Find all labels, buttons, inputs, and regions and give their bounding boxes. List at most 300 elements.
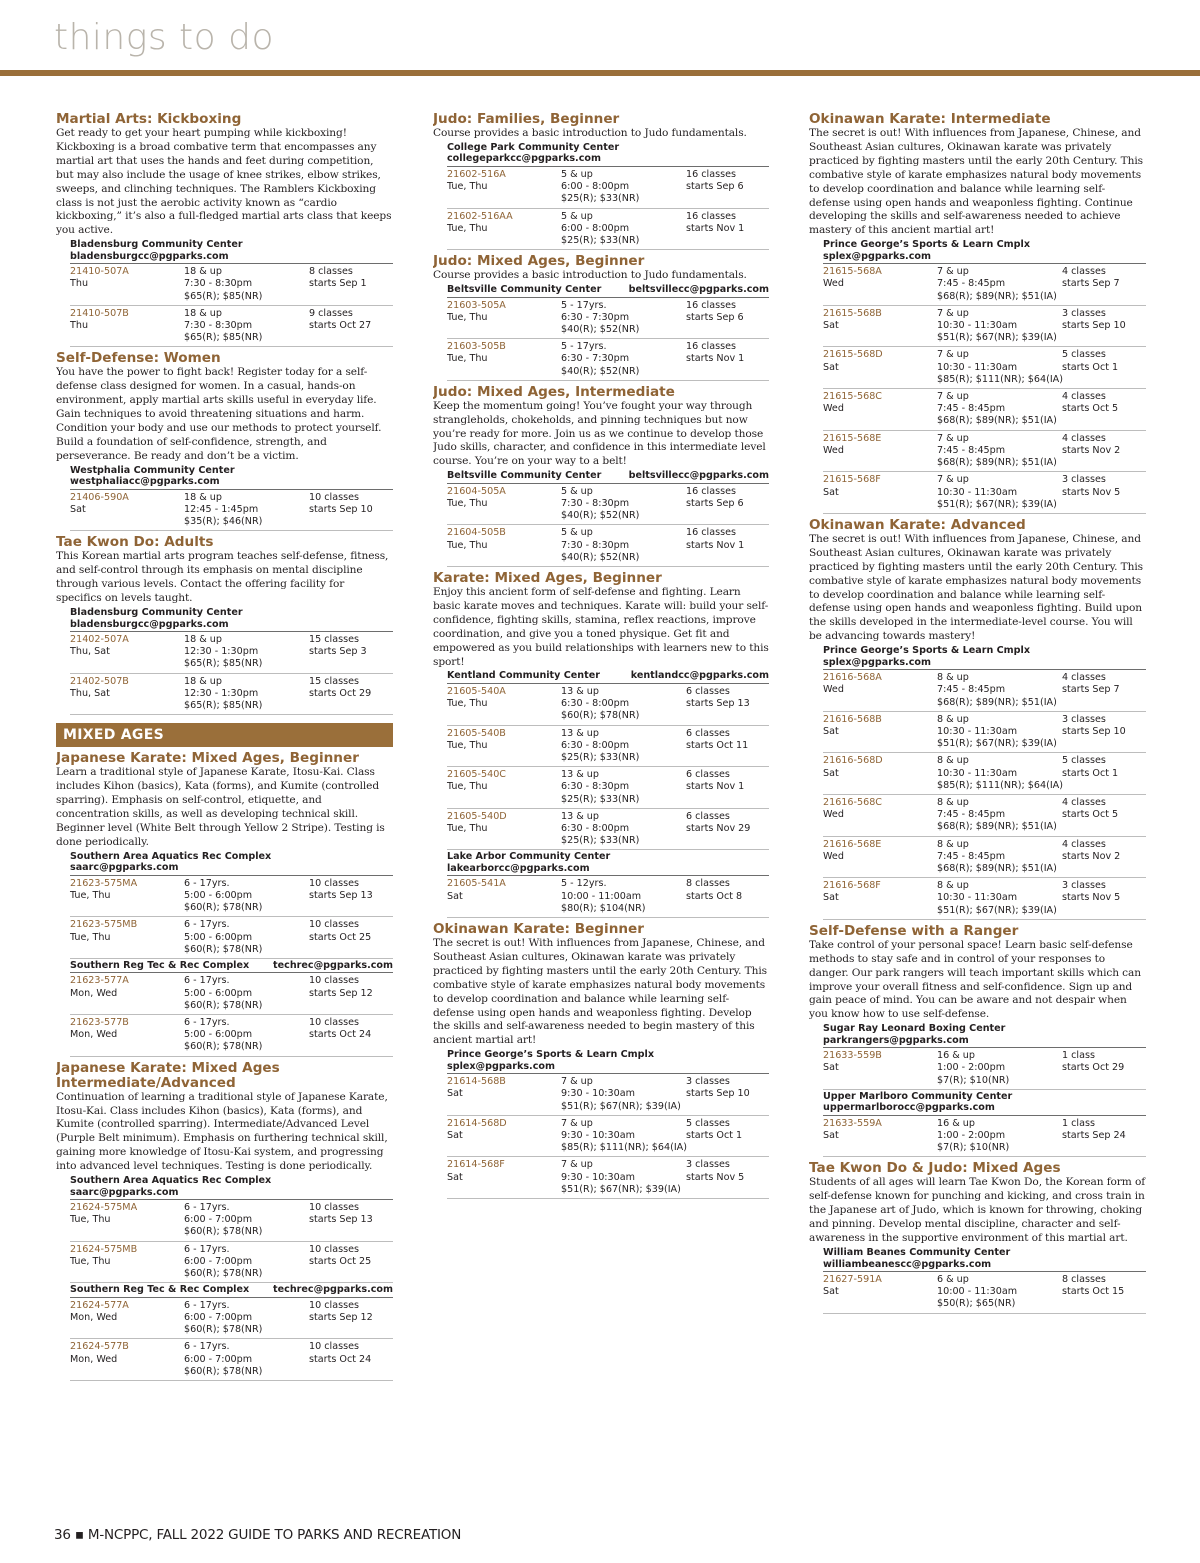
offering-time: 5:00 - 6:00pm (184, 889, 253, 901)
facility-email-link[interactable]: westphaliacc@pgparks.com (70, 476, 220, 488)
offering-count: 4 classes (1062, 838, 1106, 850)
offering-days: Wed (823, 278, 844, 290)
offering-time: 6:00 - 7:00pm (184, 1353, 253, 1365)
program-listing (56, 751, 393, 1056)
activity-code[interactable]: 21602-516AA (447, 210, 513, 222)
offering-time: 5:00 - 6:00pm (184, 931, 253, 943)
offering-time: 12:45 - 1:45pm (184, 504, 259, 516)
offering-start: starts Oct 24 (309, 1353, 372, 1365)
offering-age: 7 & up (937, 391, 969, 403)
offering-age: 6 - 17yrs. (184, 877, 230, 889)
offering-age: 8 & up (937, 672, 969, 684)
activity-code[interactable]: 21616-568B (823, 713, 882, 725)
offering-days: Sat (447, 1130, 463, 1142)
facility-name: Southern Area Aquatics Rec Complex (70, 850, 272, 862)
program-title: Japanese Karate: Mixed Ages Intermediate/Advanced (56, 1059, 280, 1091)
offering-time: 6:00 - 8:00pm (561, 222, 630, 234)
activity-code[interactable]: 21604-505B (447, 527, 506, 539)
offering-age: 6 - 17yrs. (184, 1017, 230, 1029)
activity-code[interactable]: 21604-505A (447, 485, 506, 497)
activity-code[interactable]: 21633-559A (823, 1117, 882, 1129)
class-offering-row (823, 347, 1146, 389)
offering-days: Wed (823, 403, 844, 415)
class-offering-row (447, 1116, 769, 1158)
class-offering-row (823, 431, 1146, 473)
offering-age: 7 & up (937, 266, 969, 278)
offering-fee: $68(R); $89(NR); $51(IA) (937, 821, 1057, 833)
offering-days: Tue, Thu (447, 739, 488, 751)
offering-count: 10 classes (309, 491, 359, 503)
offering-start: starts Nov 1 (686, 539, 745, 551)
program-title: Judo: Families, Beginner (433, 111, 620, 127)
class-offering-row (447, 298, 769, 340)
offering-count: 5 classes (1062, 755, 1106, 767)
offering-time: 6:00 - 7:00pm (184, 1255, 253, 1267)
facility-email-link[interactable]: saarc@pgparks.com (70, 1186, 179, 1198)
class-offering-row (823, 878, 1146, 920)
offering-time: 7:45 - 8:45pm (937, 403, 1006, 415)
offering-fee: $40(R); $52(NR) (561, 323, 640, 335)
offering-fee: $68(R); $89(NR); $51(IA) (937, 696, 1057, 708)
offering-start: starts Oct 5 (1062, 809, 1119, 821)
facility-email-link[interactable]: splex@pgparks.com (447, 1060, 555, 1072)
offering-time: 6:00 - 7:00pm (184, 1312, 253, 1323)
offering-age: 8 & up (937, 713, 969, 725)
offering-start: starts Sep 10 (1062, 320, 1126, 332)
offering-age: 18 & up (184, 307, 222, 319)
offering-days: Tue, Thu (70, 889, 111, 901)
facility-header (823, 239, 1146, 264)
offering-days: Tue, Thu (447, 539, 488, 551)
offering-time: 10:30 - 11:30am (937, 767, 1018, 779)
program-description: Course provides a basic introduction to Judo fundamentals. (433, 269, 747, 282)
program-listing (433, 922, 769, 1199)
offering-days: Sat (823, 320, 839, 332)
offering-age: 6 - 17yrs. (184, 975, 230, 987)
facility-name: Sugar Ray Leonard Boxing Center (823, 1023, 1006, 1035)
facility-name: Southern Area Aquatics Rec Complex (70, 1175, 272, 1187)
offering-age: 5 - 17yrs. (561, 299, 607, 311)
facility-email-link[interactable]: williambeanescc@pgparks.com (823, 1258, 992, 1270)
offering-fee: $40(R); $52(NR) (561, 510, 640, 522)
program-listing (433, 571, 769, 918)
offering-days: Mon, Wed (70, 1029, 118, 1041)
offering-fee: $60(R); $78(NR) (184, 999, 263, 1011)
offering-count: 5 classes (686, 1117, 730, 1129)
offering-fee: $60(R); $78(NR) (184, 943, 263, 955)
facility-name: William Beanes Community Center (823, 1247, 1011, 1258)
offering-days: Tue, Thu (447, 497, 488, 509)
class-offering-row (70, 1339, 393, 1381)
offering-days: Tue, Thu (70, 1255, 111, 1267)
offering-time: 12:30 - 1:30pm (184, 646, 259, 658)
program-description: Get ready to get your heart pumping while kickboxing! Kickboxing is a broad combative term that encompasses any martial art that uses the hands and feet during competition, but may also include the usage of knee strikes, elbow strikes, sweeps, and clinching techniques. The Ramblers Kickboxing class is not just the aerobic activity known as “cardio kickboxing,” it’s also a full-fledged martial arts class that keeps you active. (56, 127, 392, 237)
facility-email-link[interactable]: bladensburgcc@pgparks.com (70, 618, 229, 630)
offering-start: starts Sep 12 (309, 1312, 373, 1323)
offering-days: Sat (823, 767, 839, 779)
program-description: The secret is out! With influences from Japanese, Chinese, and Southeast Asian cultures, Okinawan karate was privately practiced by fighting masters until the early 20th Century. This combative style of karate emphasizes natural body movements to develop coordination and balance while learning self-defense using open hands and weaponless fighting. Continue developing the skills and self-awareness needed to achieve mastery of this ancient martial art! (809, 127, 1143, 237)
activity-code[interactable]: 21602-516A (447, 168, 506, 180)
facility-header (70, 239, 393, 264)
offering-time: 7:30 - 8:30pm (184, 320, 253, 332)
offering-count: 16 classes (686, 168, 736, 180)
class-offering-row (70, 1242, 393, 1284)
activity-code[interactable]: 21623-577A (70, 975, 129, 987)
activity-code[interactable]: 21615-568D (823, 349, 883, 361)
facility-email-link[interactable]: bladensburgcc@pgparks.com (70, 250, 229, 262)
offering-fee: $7(R); $10(NR) (937, 1074, 1010, 1086)
offering-time: 12:30 - 1:30pm (184, 687, 259, 699)
offering-fee: $85(R); $111(NR); $64(IA) (561, 1142, 687, 1154)
class-offering-row (823, 712, 1146, 754)
facility-header (447, 470, 769, 484)
facility-name: Prince George’s Sports & Learn Cmplx (823, 239, 1031, 251)
offering-start: starts Sep 1 (309, 278, 367, 290)
offering-fee: $60(R); $78(NR) (184, 902, 263, 914)
offering-days: Tue, Thu (447, 781, 488, 793)
offering-days: Tue, Thu (447, 698, 488, 710)
activity-code[interactable]: 21616-568D (823, 755, 883, 767)
program-description: Enjoy this ancient form of self-defense and fighting. Learn basic karate moves and techniques. Karate will: build your self-confidence, fighting skills, stamina, reflex reactions, improve coordination, and give you a toned physique. Get fit and empowered as you build relationships with learners new to this sport! (433, 586, 769, 668)
offering-time: 6:30 - 8:30pm (561, 781, 630, 793)
offering-days: Thu (70, 320, 89, 332)
offering-fee: $60(R); $78(NR) (184, 1041, 263, 1053)
offering-count: 5 classes (1062, 349, 1106, 361)
offering-fee: $60(R); $78(NR) (184, 1324, 263, 1336)
offering-start: starts Oct 24 (309, 1029, 372, 1041)
activity-code[interactable]: 21616-568A (823, 672, 882, 684)
program-listing (809, 924, 1146, 1158)
offering-count: 10 classes (309, 919, 359, 931)
offering-fee: $51(R); $67(NR); $39(IA) (937, 904, 1057, 916)
offering-fee: $25(R); $33(NR) (561, 751, 640, 763)
offering-age: 18 & up (184, 266, 222, 278)
class-offering-row (823, 1116, 1146, 1158)
class-offering-row (823, 1048, 1146, 1090)
offering-fee: $40(R); $52(NR) (561, 365, 640, 377)
offering-start: starts Sep 7 (1062, 684, 1120, 696)
offering-count: 1 class (1062, 1050, 1095, 1062)
activity-code[interactable]: 21616-568E (823, 838, 882, 850)
offering-fee: $85(R); $111(NR); $64(IA) (937, 373, 1063, 385)
activity-code[interactable]: 21603-505B (447, 341, 506, 353)
offering-days: Thu, Sat (70, 687, 110, 699)
offering-start: starts Oct 8 (686, 890, 743, 902)
facility-line (447, 670, 769, 682)
activity-code[interactable]: 21603-505A (447, 299, 506, 311)
offering-fee: $51(R); $67(NR); $39(IA) (937, 498, 1057, 510)
offering-count: 9 classes (309, 307, 353, 319)
class-offering-row (447, 167, 769, 209)
activity-code[interactable]: 21624-577B (70, 1341, 129, 1353)
offering-time: 6:00 - 7:00pm (184, 1214, 253, 1226)
offering-age: 16 & up (937, 1050, 975, 1062)
offering-fee: $68(R); $89(NR); $51(IA) (937, 457, 1057, 469)
facility-name: Southern Reg Tec & Rec Complex (70, 1284, 250, 1296)
activity-code[interactable]: 21623-577B (70, 1017, 129, 1029)
offering-days: Wed (823, 684, 844, 696)
offering-time: 7:30 - 8:30pm (561, 539, 630, 551)
offering-fee: $51(R); $67(NR); $39(IA) (937, 738, 1057, 750)
program-listing (809, 112, 1146, 514)
offering-fee: $25(R); $33(NR) (561, 835, 640, 847)
offering-fee: $25(R); $33(NR) (561, 234, 640, 246)
offering-age: 13 & up (561, 727, 599, 739)
facility-name: Upper Marlboro Community Center (823, 1090, 1013, 1102)
program-listing (56, 112, 393, 347)
offering-fee: $85(R); $111(NR); $64(IA) (937, 779, 1063, 791)
activity-code[interactable]: 21615-568B (823, 307, 882, 319)
activity-code[interactable]: 21627-591A (823, 1274, 882, 1285)
column-3 (809, 111, 1146, 1318)
activity-code[interactable]: 21615-568C (823, 391, 882, 403)
offering-fee: $60(R); $78(NR) (184, 1268, 263, 1280)
activity-code[interactable]: 21410-507A (70, 266, 129, 278)
offering-time: 6:30 - 8:00pm (561, 822, 630, 834)
class-offering-row (70, 973, 393, 1015)
offering-fee: $65(R); $85(NR) (184, 332, 263, 344)
program-description: The secret is out! With influences from Japanese, Chinese, and Southeast Asian cultures, Okinawan karate was privately practiced by fighting masters until the early 20th Century. This combative style of karate emphasizes natural body movements to develop coordination and balance while learning self-defense using open hands and weaponless fighting. Develop the skills and self-awareness needed to begin mastery of this ancient martial art! (433, 936, 767, 1047)
activity-code[interactable]: 21616-568F (823, 880, 881, 892)
offering-age: 7 & up (561, 1159, 593, 1171)
offering-count: 10 classes (309, 1341, 359, 1353)
offering-days: Sat (823, 1286, 839, 1298)
offering-time: 6:00 - 8:00pm (561, 181, 630, 193)
offering-age: 6 - 17yrs. (184, 1341, 230, 1353)
class-offering-row (823, 389, 1146, 431)
program-description: Learn a traditional style of Japanese Karate, Itosu-Kai. Class includes Kihon (basics), Kata (forms), and Kumite (controlled sparring). Emphasis on self-control, etiquette, and concentration skills, as well as developing technical skill. Beginner level (White Belt through Yellow 2 Stripe). Testing is done periodically. (56, 766, 385, 848)
offering-start: starts Nov 2 (1062, 444, 1121, 456)
program-description: This Korean martial arts program teaches self-defense, fitness, and self-control through its emphasis on mental discipline through various levels. Contact the offering facility for specifics on levels taught. (56, 550, 389, 605)
offering-start: starts Oct 5 (1062, 403, 1119, 415)
offering-start: starts Sep 3 (309, 646, 367, 658)
offering-days: Thu (70, 278, 89, 290)
class-offering-row (70, 1015, 393, 1057)
offering-age: 6 - 17yrs. (184, 1243, 230, 1255)
offering-count: 16 classes (686, 341, 736, 353)
facility-email-link[interactable]: uppermarlborocc@pgparks.com (823, 1102, 995, 1114)
header-rule (0, 70, 1200, 76)
offering-count: 6 classes (686, 685, 730, 697)
offering-days: Mon, Wed (70, 987, 118, 999)
offering-days: Sat (823, 725, 839, 737)
facility-email-link[interactable]: splex@pgparks.com (823, 250, 931, 262)
activity-code[interactable]: 21605-541A (447, 878, 506, 890)
class-offering-row (447, 1157, 769, 1199)
activity-code[interactable]: 21406-590A (70, 491, 129, 503)
activity-code[interactable]: 21402-507A (70, 634, 129, 646)
class-offering-row (447, 525, 769, 567)
facility-email-link[interactable]: collegeparkcc@pgparks.com (447, 153, 601, 165)
offering-age: 13 & up (561, 810, 599, 822)
facility-header (70, 607, 393, 632)
offering-count: 3 classes (1062, 713, 1106, 725)
offering-days: Tue, Thu (447, 222, 488, 234)
activity-code[interactable]: 21614-568B (447, 1076, 506, 1088)
offering-count: 3 classes (1062, 474, 1106, 486)
offering-time: 10:00 - 11:30am (937, 1286, 1018, 1298)
activity-code[interactable]: 21614-568D (447, 1117, 507, 1129)
offering-start: starts Nov 5 (1062, 892, 1121, 904)
offering-fee: $25(R); $33(NR) (561, 193, 640, 205)
activity-code[interactable]: 21624-577A (70, 1299, 129, 1311)
activity-code[interactable]: 21614-568F (447, 1159, 505, 1171)
offering-count: 4 classes (1062, 672, 1106, 684)
facility-email-link[interactable]: techrec@pgparks.com (273, 959, 393, 971)
offering-fee: $51(R); $67(NR); $39(IA) (561, 1183, 681, 1195)
class-offering-row (447, 876, 769, 918)
offering-time: 5:00 - 6:00pm (184, 987, 253, 999)
facility-header (823, 1247, 1146, 1272)
offering-time: 9:30 - 10:30am (561, 1130, 635, 1142)
offering-age: 5 - 17yrs. (561, 341, 607, 353)
program-title: Okinawan Karate: Beginner (433, 920, 644, 937)
program-title: Japanese Karate: Mixed Ages, Beginner (56, 750, 359, 767)
activity-code[interactable]: 21605-540A (447, 685, 506, 697)
offering-age: 8 & up (937, 838, 969, 850)
facility-email-link[interactable]: lakearborcc@pgparks.com (447, 862, 590, 874)
activity-code[interactable]: 21616-568C (823, 796, 882, 808)
activity-code[interactable]: 21605-540C (447, 769, 506, 781)
program-title: Judo: Mixed Ages, Intermediate (433, 383, 675, 400)
class-offering-row (70, 674, 393, 716)
activity-code[interactable]: 21623-575MB (70, 919, 138, 931)
offering-days: Sat (823, 892, 839, 904)
facility-header (447, 670, 769, 684)
activity-code[interactable]: 21624-575MB (70, 1243, 138, 1255)
offering-count: 8 classes (686, 878, 730, 890)
offering-start: starts Oct 25 (309, 1255, 372, 1267)
offering-count: 6 classes (686, 727, 730, 739)
facility-name: Prince George’s Sports & Learn Cmplx (447, 1049, 655, 1061)
column-2 (433, 111, 769, 1203)
program-listing (433, 112, 769, 250)
activity-code[interactable]: 21623-575MA (70, 877, 138, 889)
facility-email-link[interactable]: parkrangers@pgparks.com (823, 1034, 969, 1046)
facility-header (823, 645, 1146, 670)
offering-age: 5 & up (561, 527, 593, 539)
offering-time: 7:45 - 8:45pm (937, 278, 1006, 290)
class-offering-row (823, 1272, 1146, 1314)
facility-name: Lake Arbor Community Center (447, 851, 611, 863)
offering-time: 1:00 - 2:00pm (937, 1062, 1006, 1074)
offering-count: 3 classes (686, 1076, 730, 1088)
class-offering-row (447, 767, 769, 809)
activity-code[interactable]: 21615-568F (823, 474, 881, 486)
offering-time: 10:30 - 11:30am (937, 486, 1018, 498)
offering-age: 7 & up (937, 307, 969, 319)
offering-days: Mon, Wed (70, 1353, 118, 1365)
offering-time: 10:30 - 11:30am (937, 320, 1018, 332)
offering-fee: $50(R); $65(NR) (937, 1298, 1016, 1310)
offering-days: Wed (823, 444, 844, 456)
program-listing (433, 385, 769, 567)
offering-time: 6:30 - 7:30pm (561, 311, 630, 323)
offering-days: Wed (823, 850, 844, 862)
program-description: You have the power to fight back! Register today for a self-defense class designed for women. In a casual, hands-on environment, apply martial arts skills useful in everyday life. Gain techniques to avoid threatening situations and harm. Condition your body and use our methods to protect yourself. Build a foundation of self-confidence, strength, and perseverance. Be ready and don’t be a victim. (56, 366, 382, 462)
class-offering-row (823, 264, 1146, 306)
class-offering-row (823, 837, 1146, 879)
offering-count: 10 classes (309, 1299, 359, 1311)
facility-email-link[interactable]: techrec@pgparks.com (273, 1284, 393, 1296)
offering-fee: $65(R); $85(NR) (184, 658, 263, 670)
program-description: Continuation of learning a traditional style of Japanese Karate, Itosu-Kai. Class includes Kihon (basics), Kata (forms), and Kumite (controlled sparring). Intermediate/Advanced Level (Purple Belt minimum). Emphasis on furthering technical skill, gaining more knowledge of Itosu-Kai system, and progressing into advanced level techniques. Testing is done periodically. (56, 1090, 388, 1173)
offering-count: 15 classes (309, 675, 359, 687)
offering-start: starts Oct 29 (1062, 1062, 1125, 1074)
offering-start: starts Oct 27 (309, 320, 372, 332)
offering-time: 7:45 - 8:45pm (937, 809, 1006, 821)
activity-code[interactable]: 21410-507B (70, 307, 129, 319)
facility-line (447, 470, 769, 482)
offering-start: starts Sep 13 (686, 698, 750, 710)
facility-email-link[interactable]: kentlandcc@pgparks.com (630, 670, 769, 682)
facility-header (447, 1049, 769, 1074)
class-offering-row (70, 490, 393, 532)
offering-start: starts Nov 5 (1062, 486, 1121, 498)
activity-code[interactable]: 21624-575MA (70, 1202, 138, 1214)
activity-code[interactable]: 21402-507B (70, 675, 129, 687)
class-offering-row (823, 472, 1146, 514)
facility-email-link[interactable]: splex@pgparks.com (823, 656, 931, 668)
offering-start: starts Sep 6 (686, 311, 744, 323)
activity-code[interactable]: 21615-568E (823, 432, 882, 444)
offering-fee: $65(R); $85(NR) (184, 290, 263, 302)
facility-email-link[interactable]: beltsvillecc@pgparks.com (628, 284, 769, 296)
offering-start: starts Nov 1 (686, 222, 745, 234)
program-description: The secret is out! With influences from Japanese, Chinese, and Southeast Asian cultures, Okinawan karate was privately practiced by fighting masters until the early 20th Century. This combative style of karate emphasizes natural body movements to develop coordination and balance while learning self-defense using open hands and weaponless fighting. Build upon the skills developed in the intermediate-level course. You will be advancing towards mastery! (809, 532, 1143, 643)
offering-count: 10 classes (309, 975, 359, 987)
offering-age: 5 & up (561, 485, 593, 497)
class-offering-row (70, 1298, 393, 1340)
offering-fee: $65(R); $85(NR) (184, 700, 263, 712)
activity-code[interactable]: 21605-540B (447, 727, 506, 739)
program-description: Students of all ages will learn Tae Kwon Do, the Korean form of self-defense known for punching and kicking, and cross train in the Japanese art of Judo, which is known for throwing, choking and pinning. Develop mental discipline, character and self-awareness in the supportive environment of this martial art. (809, 1176, 1146, 1245)
offering-time: 9:30 - 10:30am (561, 1088, 635, 1100)
offering-count: 8 classes (1062, 1274, 1106, 1285)
offering-days: Tue, Thu (447, 353, 488, 365)
offering-fee: $25(R); $33(NR) (561, 793, 640, 805)
offering-count: 8 classes (309, 266, 353, 278)
class-offering-row (447, 1074, 769, 1116)
offering-count: 10 classes (309, 1202, 359, 1214)
class-offering-row (447, 684, 769, 726)
offering-fee: $80(R); $104(NR) (561, 902, 646, 914)
facility-email-link[interactable]: saarc@pgparks.com (70, 862, 179, 874)
facility-name: Beltsville Community Center (447, 284, 602, 296)
offering-start: starts Oct 1 (686, 1130, 743, 1142)
class-offering-row (447, 339, 769, 381)
activity-code[interactable]: 21605-540D (447, 810, 507, 822)
offering-fee: $60(R); $78(NR) (561, 710, 640, 722)
offering-count: 1 class (1062, 1117, 1095, 1129)
offering-count: 6 classes (686, 769, 730, 781)
offering-days: Wed (823, 809, 844, 821)
offering-fee: $51(R); $67(NR); $39(IA) (561, 1100, 681, 1112)
facility-line (447, 284, 769, 296)
facility-header (447, 851, 769, 876)
offering-age: 7 & up (937, 432, 969, 444)
program-listing (809, 518, 1146, 920)
offering-days: Tue, Thu (447, 311, 488, 323)
activity-code[interactable]: 21615-568A (823, 266, 882, 278)
offering-age: 6 - 17yrs. (184, 1202, 230, 1214)
offering-count: 4 classes (1062, 266, 1106, 278)
offering-time: 7:45 - 8:45pm (937, 850, 1006, 862)
offering-age: 5 - 12yrs. (561, 878, 607, 890)
offering-time: 1:00 - 2:00pm (937, 1130, 1006, 1142)
activity-code[interactable]: 21633-559B (823, 1050, 882, 1062)
facility-email-link[interactable]: beltsvillecc@pgparks.com (628, 470, 769, 482)
